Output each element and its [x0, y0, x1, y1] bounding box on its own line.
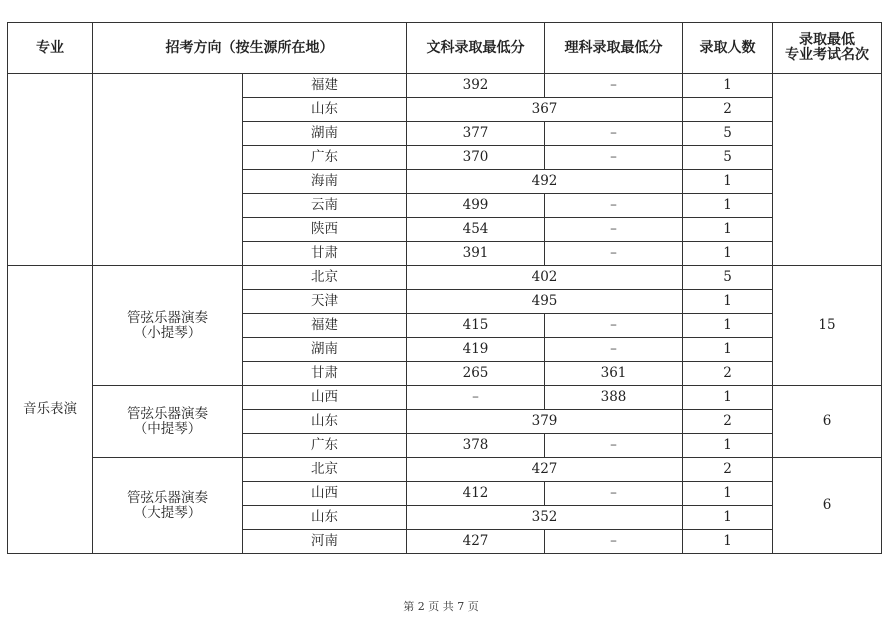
direction-line2: （小提琴） — [133, 324, 202, 341]
science-score-cell: – — [545, 122, 683, 146]
province-cell: 山西 — [243, 482, 407, 506]
admitted-count-cell: 1 — [683, 338, 773, 362]
science-score-cell: 361 — [545, 362, 683, 386]
page-footer: 第 2 页 共 7 页 — [403, 600, 479, 613]
province-cell: 广东 — [243, 146, 407, 170]
major-cell-empty — [8, 74, 93, 266]
province-cell: 甘肃 — [243, 242, 407, 266]
arts-score-cell: 427 — [407, 530, 545, 554]
province-cell: 北京 — [243, 458, 407, 482]
direction-line1: 管弦乐器演奏 — [127, 309, 208, 326]
table-row — [8, 458, 882, 482]
province-cell: 山东 — [243, 98, 407, 122]
arts-score-cell: 454 — [407, 218, 545, 242]
header-rank — [773, 23, 882, 74]
combined-score-cell: 379 — [407, 410, 683, 434]
province-cell: 山西 — [243, 386, 407, 410]
table-row — [8, 266, 882, 290]
admitted-count-cell: 1 — [683, 530, 773, 554]
science-score-cell: – — [545, 314, 683, 338]
admitted-count-cell: 1 — [683, 482, 773, 506]
combined-score-cell: 367 — [407, 98, 683, 122]
admitted-count-cell: 1 — [683, 434, 773, 458]
arts-score-cell: 370 — [407, 146, 545, 170]
table-body — [8, 74, 882, 554]
header-admitted: 录取人数 — [683, 23, 773, 74]
province-cell: 广东 — [243, 434, 407, 458]
province-cell: 天津 — [243, 290, 407, 314]
science-score-cell: – — [545, 482, 683, 506]
admitted-count-cell: 1 — [683, 194, 773, 218]
admitted-count-cell: 1 — [683, 386, 773, 410]
science-score-cell: – — [545, 74, 683, 98]
direction-line2: （中提琴） — [133, 420, 202, 437]
major-cell: 音乐表演 — [8, 266, 93, 554]
header-rank-line1: 录取最低 — [799, 32, 855, 48]
science-score-cell: – — [545, 530, 683, 554]
header-direction: 招考方向（按生源所在地） — [93, 23, 407, 74]
rank-cell: 6 — [773, 458, 882, 554]
header-arts-min: 文科录取最低分 — [407, 23, 545, 74]
rank-cell: 15 — [773, 266, 882, 386]
admitted-count-cell: 1 — [683, 74, 773, 98]
admitted-count-cell: 2 — [683, 458, 773, 482]
combined-score-cell: 352 — [407, 506, 683, 530]
science-score-cell: – — [545, 242, 683, 266]
combined-score-cell: 492 — [407, 170, 683, 194]
arts-score-cell: 419 — [407, 338, 545, 362]
direction-line1: 管弦乐器演奏 — [127, 405, 208, 422]
province-cell: 福建 — [243, 74, 407, 98]
science-score-cell: – — [545, 218, 683, 242]
direction-line2: （大提琴） — [133, 504, 202, 521]
admitted-count-cell: 1 — [683, 506, 773, 530]
arts-score-cell: 378 — [407, 434, 545, 458]
science-score-cell: – — [545, 434, 683, 458]
arts-score-cell: 415 — [407, 314, 545, 338]
science-score-cell: – — [545, 194, 683, 218]
admitted-count-cell: 1 — [683, 290, 773, 314]
table-row — [8, 386, 882, 410]
admission-table — [7, 22, 882, 554]
province-cell: 云南 — [243, 194, 407, 218]
province-cell: 河南 — [243, 530, 407, 554]
province-cell: 福建 — [243, 314, 407, 338]
header-rank-line2: 专业考试名次 — [785, 47, 869, 63]
header-major: 专业 — [8, 23, 93, 74]
admitted-count-cell: 1 — [683, 314, 773, 338]
science-score-cell: – — [545, 338, 683, 362]
province-cell: 陕西 — [243, 218, 407, 242]
admitted-count-cell: 2 — [683, 362, 773, 386]
admitted-count-cell: 1 — [683, 218, 773, 242]
arts-score-cell: 499 — [407, 194, 545, 218]
province-cell: 甘肃 — [243, 362, 407, 386]
arts-score-cell: – — [407, 386, 545, 410]
arts-score-cell: 391 — [407, 242, 545, 266]
direction-line1: 管弦乐器演奏 — [127, 489, 208, 506]
admitted-count-cell: 5 — [683, 266, 773, 290]
arts-score-cell: 412 — [407, 482, 545, 506]
combined-score-cell: 427 — [407, 458, 683, 482]
science-score-cell: 388 — [545, 386, 683, 410]
combined-score-cell: 495 — [407, 290, 683, 314]
admitted-count-cell: 2 — [683, 410, 773, 434]
arts-score-cell: 392 — [407, 74, 545, 98]
admitted-count-cell: 1 — [683, 242, 773, 266]
science-score-cell: – — [545, 146, 683, 170]
admitted-count-cell: 5 — [683, 146, 773, 170]
table-row — [8, 74, 882, 98]
header-science-min: 理科录取最低分 — [545, 23, 683, 74]
header-row — [8, 23, 882, 74]
province-cell: 湖南 — [243, 338, 407, 362]
direction-cell-empty — [93, 74, 243, 266]
province-cell: 山东 — [243, 506, 407, 530]
direction-cell — [93, 386, 243, 458]
admitted-count-cell: 2 — [683, 98, 773, 122]
direction-cell — [93, 266, 243, 386]
combined-score-cell: 402 — [407, 266, 683, 290]
direction-cell — [93, 458, 243, 554]
province-cell: 山东 — [243, 410, 407, 434]
rank-cell: 6 — [773, 386, 882, 458]
arts-score-cell: 377 — [407, 122, 545, 146]
admitted-count-cell: 5 — [683, 122, 773, 146]
admitted-count-cell: 1 — [683, 170, 773, 194]
arts-score-cell: 265 — [407, 362, 545, 386]
province-cell: 北京 — [243, 266, 407, 290]
rank-cell-empty — [773, 74, 882, 266]
province-cell: 湖南 — [243, 122, 407, 146]
province-cell: 海南 — [243, 170, 407, 194]
